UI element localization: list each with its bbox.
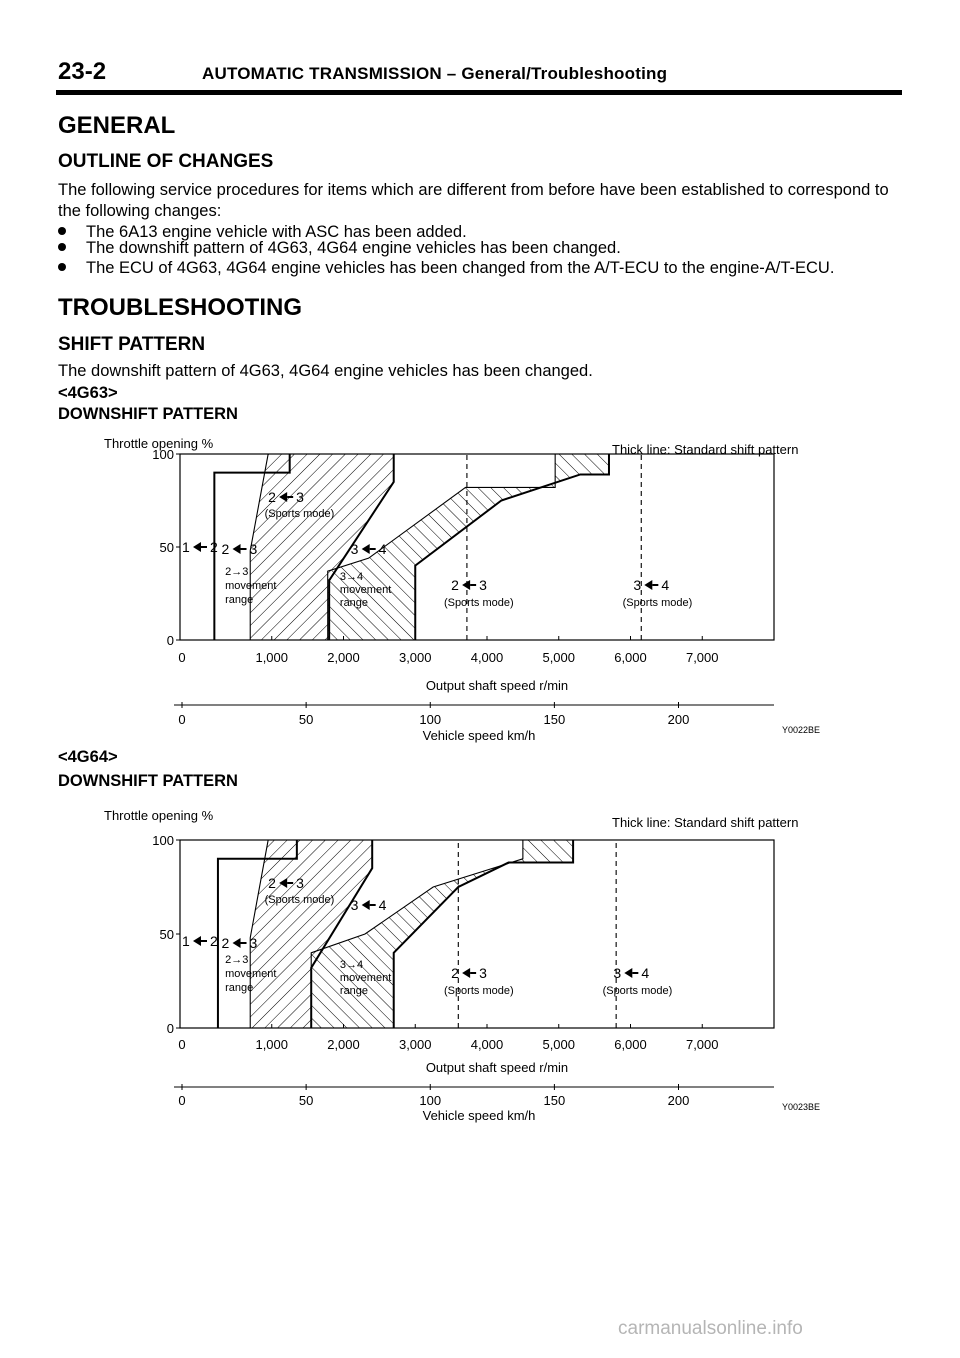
page-number: 23-2 (58, 58, 107, 85)
annotation-2-3-sports-mid-to: 3 (479, 965, 487, 981)
annotation-sports-mode: (Sports mode) (264, 508, 335, 520)
annotation-3-4-sports-arrow (624, 968, 632, 978)
annotation-2-3 (222, 541, 258, 557)
annotation-2-3-sports-mid-to: 3 (479, 577, 487, 593)
range-2-3-label: 2→3 (225, 954, 249, 966)
watermark: carmanualsonline.info (618, 1318, 803, 1339)
annotation-3-4-to: 4 (378, 897, 387, 913)
x-tick-label: 2,000 (327, 1037, 360, 1052)
annotation-3-4-to: 4 (378, 541, 387, 557)
annotation-sports-mode: (Sports mode) (622, 597, 693, 609)
annotation-2-3-arrow-shaft (241, 548, 247, 550)
annotation-3-4-from: 3 (350, 897, 359, 913)
chart-title-4g64: DOWNSHIFT PATTERN (58, 772, 238, 790)
x2-axis-title: Vehicle speed km/h (422, 728, 536, 743)
annotation-2-3-sports-from: 2 (268, 875, 276, 891)
annotation-2-3-sports-to: 3 (296, 489, 304, 505)
y-tick-label: 50 (159, 927, 174, 942)
x-axis-title: Output shaft speed r/min (425, 1060, 569, 1075)
y-axis-title: Throttle opening % (104, 436, 214, 451)
annotation-3-4-from: 3 (350, 541, 359, 557)
legend-note: Thick line: Standard shift pattern (612, 442, 799, 457)
annotation-2-3-arrow-shaft (241, 942, 247, 944)
y-tick-label: 50 (159, 540, 174, 555)
annotation-3-4-sports-arrow (644, 580, 652, 590)
annotation-3-4-arrow (362, 900, 370, 910)
annotation-sports-mode: (Sports mode) (602, 985, 673, 997)
annotation-2-3-sports-from: 2 (268, 489, 276, 505)
annotation-2-3-sports-mid-arrow-shaft (470, 972, 476, 974)
annotation-3-4-sports-from: 3 (613, 965, 622, 981)
bullet-item: The ECU of 4G63, 4G64 engine vehicles has been changed from the A/T-ECU to the engine-A/T-ECU. (58, 258, 834, 279)
annotation-1-2-arrow-shaft (201, 940, 207, 942)
range-3-4-label: range (339, 985, 369, 997)
annotation-sports-mode: (Sports mode) (443, 597, 514, 609)
annotation-2-3-sports-arrow-shaft (287, 496, 293, 498)
annotation-2-3-sports-mid-from: 2 (451, 577, 459, 593)
x-tick-label: 3,000 (398, 1037, 432, 1052)
header-rule (56, 90, 902, 95)
series-line (415, 454, 609, 640)
annotation-2-3-from: 2 (221, 541, 230, 557)
annotation-2-3-arrow (233, 938, 241, 948)
x-axis-title: Output shaft speed r/min (425, 678, 569, 693)
y-tick-label: 100 (152, 833, 174, 848)
range-3-4-label: range (339, 597, 369, 609)
range-3-4-label: movement (339, 972, 392, 984)
annotation-2-3-sports-arrow-shaft (287, 882, 293, 884)
x-tick-label: 4,000 (470, 650, 504, 665)
y-tick-label: 0 (166, 1021, 174, 1036)
annotation-2-3-arrow (233, 544, 241, 554)
general-intro: The following service procedures for items which are different from before have been established to correspond to the following changes: (58, 181, 889, 220)
annotation-2-3-sports-mid-arrow (462, 968, 470, 978)
annotation-3-4-arrow-shaft (370, 904, 376, 906)
x-tick-label: 1,000 (255, 1037, 289, 1052)
annotation-1-2 (182, 933, 218, 949)
annotation-2-3-to: 3 (249, 541, 258, 557)
annotation-3-4 (351, 541, 387, 557)
range-2-3-label: range (225, 982, 254, 994)
annotation-sports-mode: (Sports mode) (443, 985, 514, 997)
annotation-1-2-arrow-shaft (201, 546, 207, 548)
x2-tick-label: 50 (298, 712, 314, 727)
bullet-dot (58, 263, 66, 271)
x2-tick-label: 100 (419, 1093, 442, 1108)
x2-tick-label: 150 (543, 712, 566, 727)
annotation-1-2 (182, 539, 218, 555)
bullet-item: The downshift pattern of 4G63, 4G64 engine vehicles has been changed. (58, 238, 621, 259)
annotation-1-2-arrow (193, 542, 201, 552)
annotation-1-2-to: 2 (210, 933, 218, 949)
range-2-3-label: range (225, 594, 254, 606)
engine-label-4g64: <4G64> (58, 748, 118, 766)
annotation-3-4-arrow (362, 544, 370, 554)
series-line (394, 840, 573, 1028)
annotation-3-4-arrow-shaft (370, 548, 376, 550)
annotation-2-3 (222, 935, 258, 951)
page-title: AUTOMATIC TRANSMISSION – General/Troubleshooting (202, 64, 668, 83)
x-tick-label: 7,000 (685, 650, 719, 665)
annotation-2-3-sports-mid-arrow (462, 580, 470, 590)
x2-tick-label: 0 (178, 712, 186, 727)
x-tick-label: 0 (178, 650, 186, 665)
figure-id: Y0023BE (782, 1102, 821, 1112)
bullet-dot (58, 243, 66, 251)
annotation-3-4-sports (633, 577, 669, 593)
range-2-3-label: movement (225, 968, 277, 980)
range-3-4-label: 3→4 (339, 571, 364, 583)
x2-tick-label: 0 (178, 1093, 186, 1108)
range-2-3-label: movement (225, 580, 277, 592)
annotation-2-3-sports-mid-from: 2 (451, 965, 459, 981)
x-tick-label: 2,000 (327, 650, 360, 665)
annotation-3-4-sports-to: 4 (661, 577, 670, 593)
annotation-3-4-sports-from: 3 (633, 577, 642, 593)
x2-tick-label: 200 (667, 1093, 690, 1108)
range-3-4-label: movement (339, 584, 392, 596)
x2-tick-label: 150 (543, 1093, 566, 1108)
annotation-3-4-sports-arrow-shaft (632, 972, 638, 974)
annotation-3-4 (351, 897, 387, 913)
figure-id: Y0022BE (782, 725, 821, 735)
troubleshooting-heading: TROUBLESHOOTING (58, 294, 302, 321)
range-2-3-label: 2→3 (225, 566, 249, 578)
annotation-2-3-sports-mid (451, 965, 487, 981)
annotation-1-2-to: 2 (210, 539, 218, 555)
annotation-1-2-from: 1 (182, 933, 190, 949)
legend-note: Thick line: Standard shift pattern (612, 815, 799, 830)
x2-tick-label: 100 (419, 712, 442, 727)
annotation-3-4-sports-to: 4 (641, 965, 650, 981)
engine-label-4g63: <4G63> (58, 384, 118, 402)
annotation-2-3-to: 3 (249, 935, 258, 951)
x2-tick-label: 50 (298, 1093, 314, 1108)
x-tick-label: 1,000 (255, 650, 289, 665)
general-heading: GENERAL (58, 112, 176, 139)
y-axis-title: Throttle opening % (104, 808, 214, 823)
shift-pattern-intro: The downshift pattern of 4G63, 4G64 engine vehicles has been changed. (58, 362, 593, 380)
annotation-2-3-from: 2 (221, 935, 230, 951)
x-tick-label: 5,000 (542, 650, 576, 665)
x-tick-label: 3,000 (398, 650, 432, 665)
annotation-sports-mode: (Sports mode) (264, 894, 335, 906)
downshift-chart-4g63 (0, 430, 960, 748)
annotation-2-3-sports-mid-arrow-shaft (470, 584, 476, 586)
bullet-dot (58, 227, 66, 235)
annotation-2-3-sports-mid (451, 577, 487, 593)
x-tick-label: 5,000 (542, 1037, 576, 1052)
annotation-3-4-sports-arrow-shaft (652, 584, 658, 586)
range-3-4-label: 3→4 (339, 959, 364, 971)
x2-tick-label: 200 (667, 712, 690, 727)
annotation-1-2-from: 1 (182, 539, 190, 555)
annotation-3-4-sports (613, 965, 649, 981)
x-tick-label: 6,000 (614, 1037, 647, 1052)
x-tick-label: 4,000 (470, 1037, 504, 1052)
y-tick-label: 100 (152, 447, 174, 462)
chart-title-4g63: DOWNSHIFT PATTERN (58, 405, 238, 423)
x2-axis-title: Vehicle speed km/h (422, 1108, 536, 1123)
downshift-chart-4g64 (0, 796, 960, 1124)
x-tick-label: 0 (178, 1037, 186, 1052)
y-tick-label: 0 (166, 633, 174, 648)
annotation-2-3-sports-to: 3 (296, 875, 304, 891)
shift-pattern-heading: SHIFT PATTERN (58, 334, 206, 355)
x-tick-label: 7,000 (685, 1037, 719, 1052)
x-tick-label: 6,000 (614, 650, 647, 665)
outline-heading: OUTLINE OF CHANGES (58, 151, 274, 172)
bullet-item: The 6A13 engine vehicle with ASC has been added. (58, 222, 467, 243)
annotation-1-2-arrow (193, 936, 201, 946)
